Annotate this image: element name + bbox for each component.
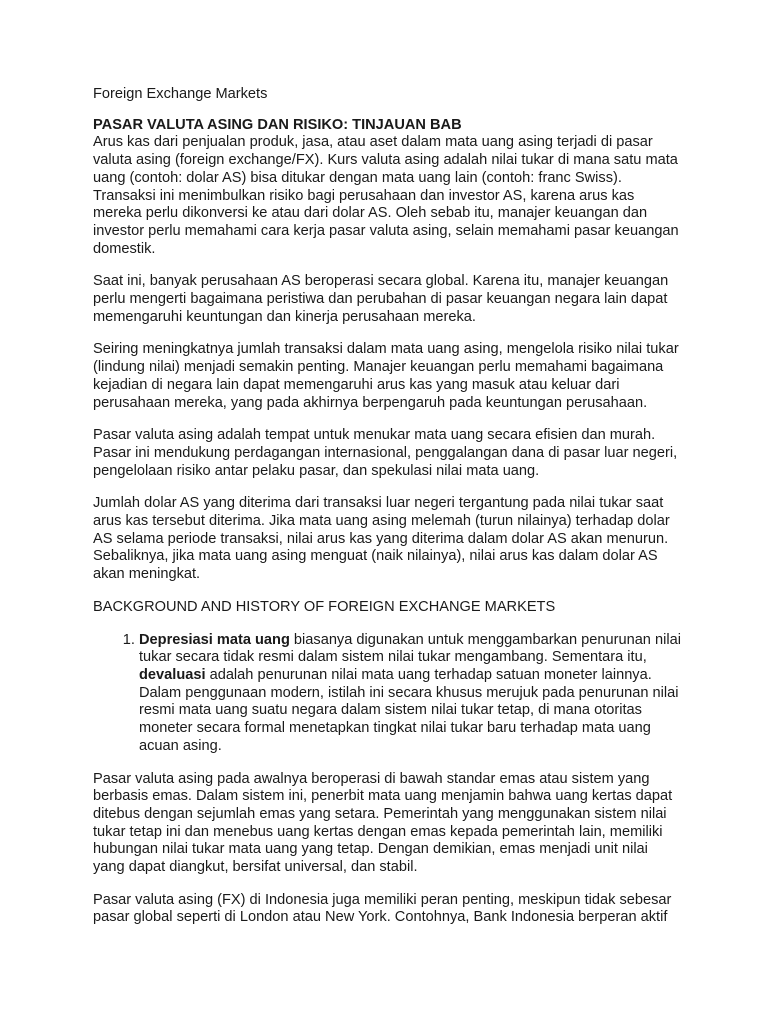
document-page <box>93 86 683 942</box>
term-devaluation: devaluasi <box>139 666 206 683</box>
term-depreciation: Depresiasi mata uang <box>139 631 290 648</box>
paragraph-text: Arus kas dari penjualan produk, jasa, atau aset dalam mata uang asing terjadi di pasar valuta asing (foreign exchange/FX). Kurs valuta asing adalah nilai tukar di mana satu mata uang (contoh: dolar AS) bisa ditukar dengan mata uang lain (contoh: franc Swiss). Transaksi ini menimbulkan risiko bagi perusahaan dan investor AS, karena arus kas mereka perlu dikonversi ke atau dari dolar AS. Oleh sebab itu, manajer keuangan dan investor perlu memahami cara kerja pasar valuta asing, selain memahami pasar keuangan domestik. <box>93 134 679 257</box>
list-item <box>139 632 683 756</box>
paragraph: Jumlah dolar AS yang diterima dari transaksi luar negeri tergantung pada nilai tukar saat arus kas tersebut diterima. Jika mata uang asing melemah (turun nilainya) terhadap dolar AS selama periode transaksi, nilai arus kas yang diterima dalam dolar AS akan menurun. Sebaliknya, jika mata uang asing menguat (naik nilainya), nilai arus kas dalam dolar AS akan meningkat. <box>93 495 670 583</box>
paragraph: Pasar valuta asing (FX) di Indonesia juga memiliki peran penting, meskipun tidak sebesar pasar global seperti di London atau New York. Contohnya, Bank Indonesia berperan aktif <box>93 891 672 926</box>
list-text: biasanya digunakan untuk menggambarkan penurunan nilai tukar secara tidak resmi dalam sistem nilai tukar mengambang. Sementara itu, <box>139 631 681 666</box>
paragraph: Seiring meningkatnya jumlah transaksi dalam mata uang asing, mengelola risiko nilai tukar (lindung nilai) menjadi semakin penting. Manajer keuangan perlu memahami bagaimana kejadian di negara lain dapat memengaruhi arus kas yang masuk atau keluar dari perusahaan mereka, yang pada akhirnya berpengaruh pada keuntungan perusahaan. <box>93 341 679 411</box>
intro-paragraph <box>93 117 683 259</box>
paragraph: Pasar valuta asing pada awalnya beroperasi di bawah standar emas atau sistem yang berbasis emas. Dalam sistem ini, penerbit mata uang menjamin bahwa uang kertas dapat ditebus dengan sejumlah emas yang setara. Pemerintah yang menggunakan sistem nilai tukar tetap ini dan menebus uang kertas dengan emas kepada pemerintah lain, memiliki hubungan nilai tukar mata uang yang tetap. Dengan demikian, emas menjadi unit nilai yang dapat diangkut, bersifat universal, dan stabil. <box>93 770 673 876</box>
paragraph: Pasar valuta asing adalah tempat untuk menukar mata uang secara efisien dan murah. Pasar ini mendukung perdagangan internasional, penggalangan dana di pasar luar negeri, pengelolaan risiko antar pelaku pasar, dan spekulasi nilai mata uang. <box>93 427 678 479</box>
paragraph: Saat ini, banyak perusahaan AS beroperasi secara global. Karena itu, manajer keuangan perlu mengerti bagaimana peristiwa dan perubahan di pasar keuangan negara lain dapat memengaruhi keuntungan dan kinerja perusahaan mereka. <box>93 273 669 325</box>
section-title: PASAR VALUTA ASING DAN RISIKO: TINJAUAN BAB <box>93 116 462 133</box>
numbered-list <box>93 632 683 756</box>
history-section-title: BACKGROUND AND HISTORY OF FOREIGN EXCHANGE MARKETS <box>93 598 556 615</box>
document-title: Foreign Exchange Markets <box>93 86 268 102</box>
list-text: adalah penurunan nilai mata uang terhadap satuan moneter lainnya. Dalam penggunaan modern, istilah ini secara khusus merujuk pada penurunan nilai resmi mata uang suatu negara dalam sistem nilai tukar tetap, di mana otoritas moneter secara formal menetapkan tingkat nilai tukar baru terhadap mata uang acuan asing. <box>139 666 679 754</box>
